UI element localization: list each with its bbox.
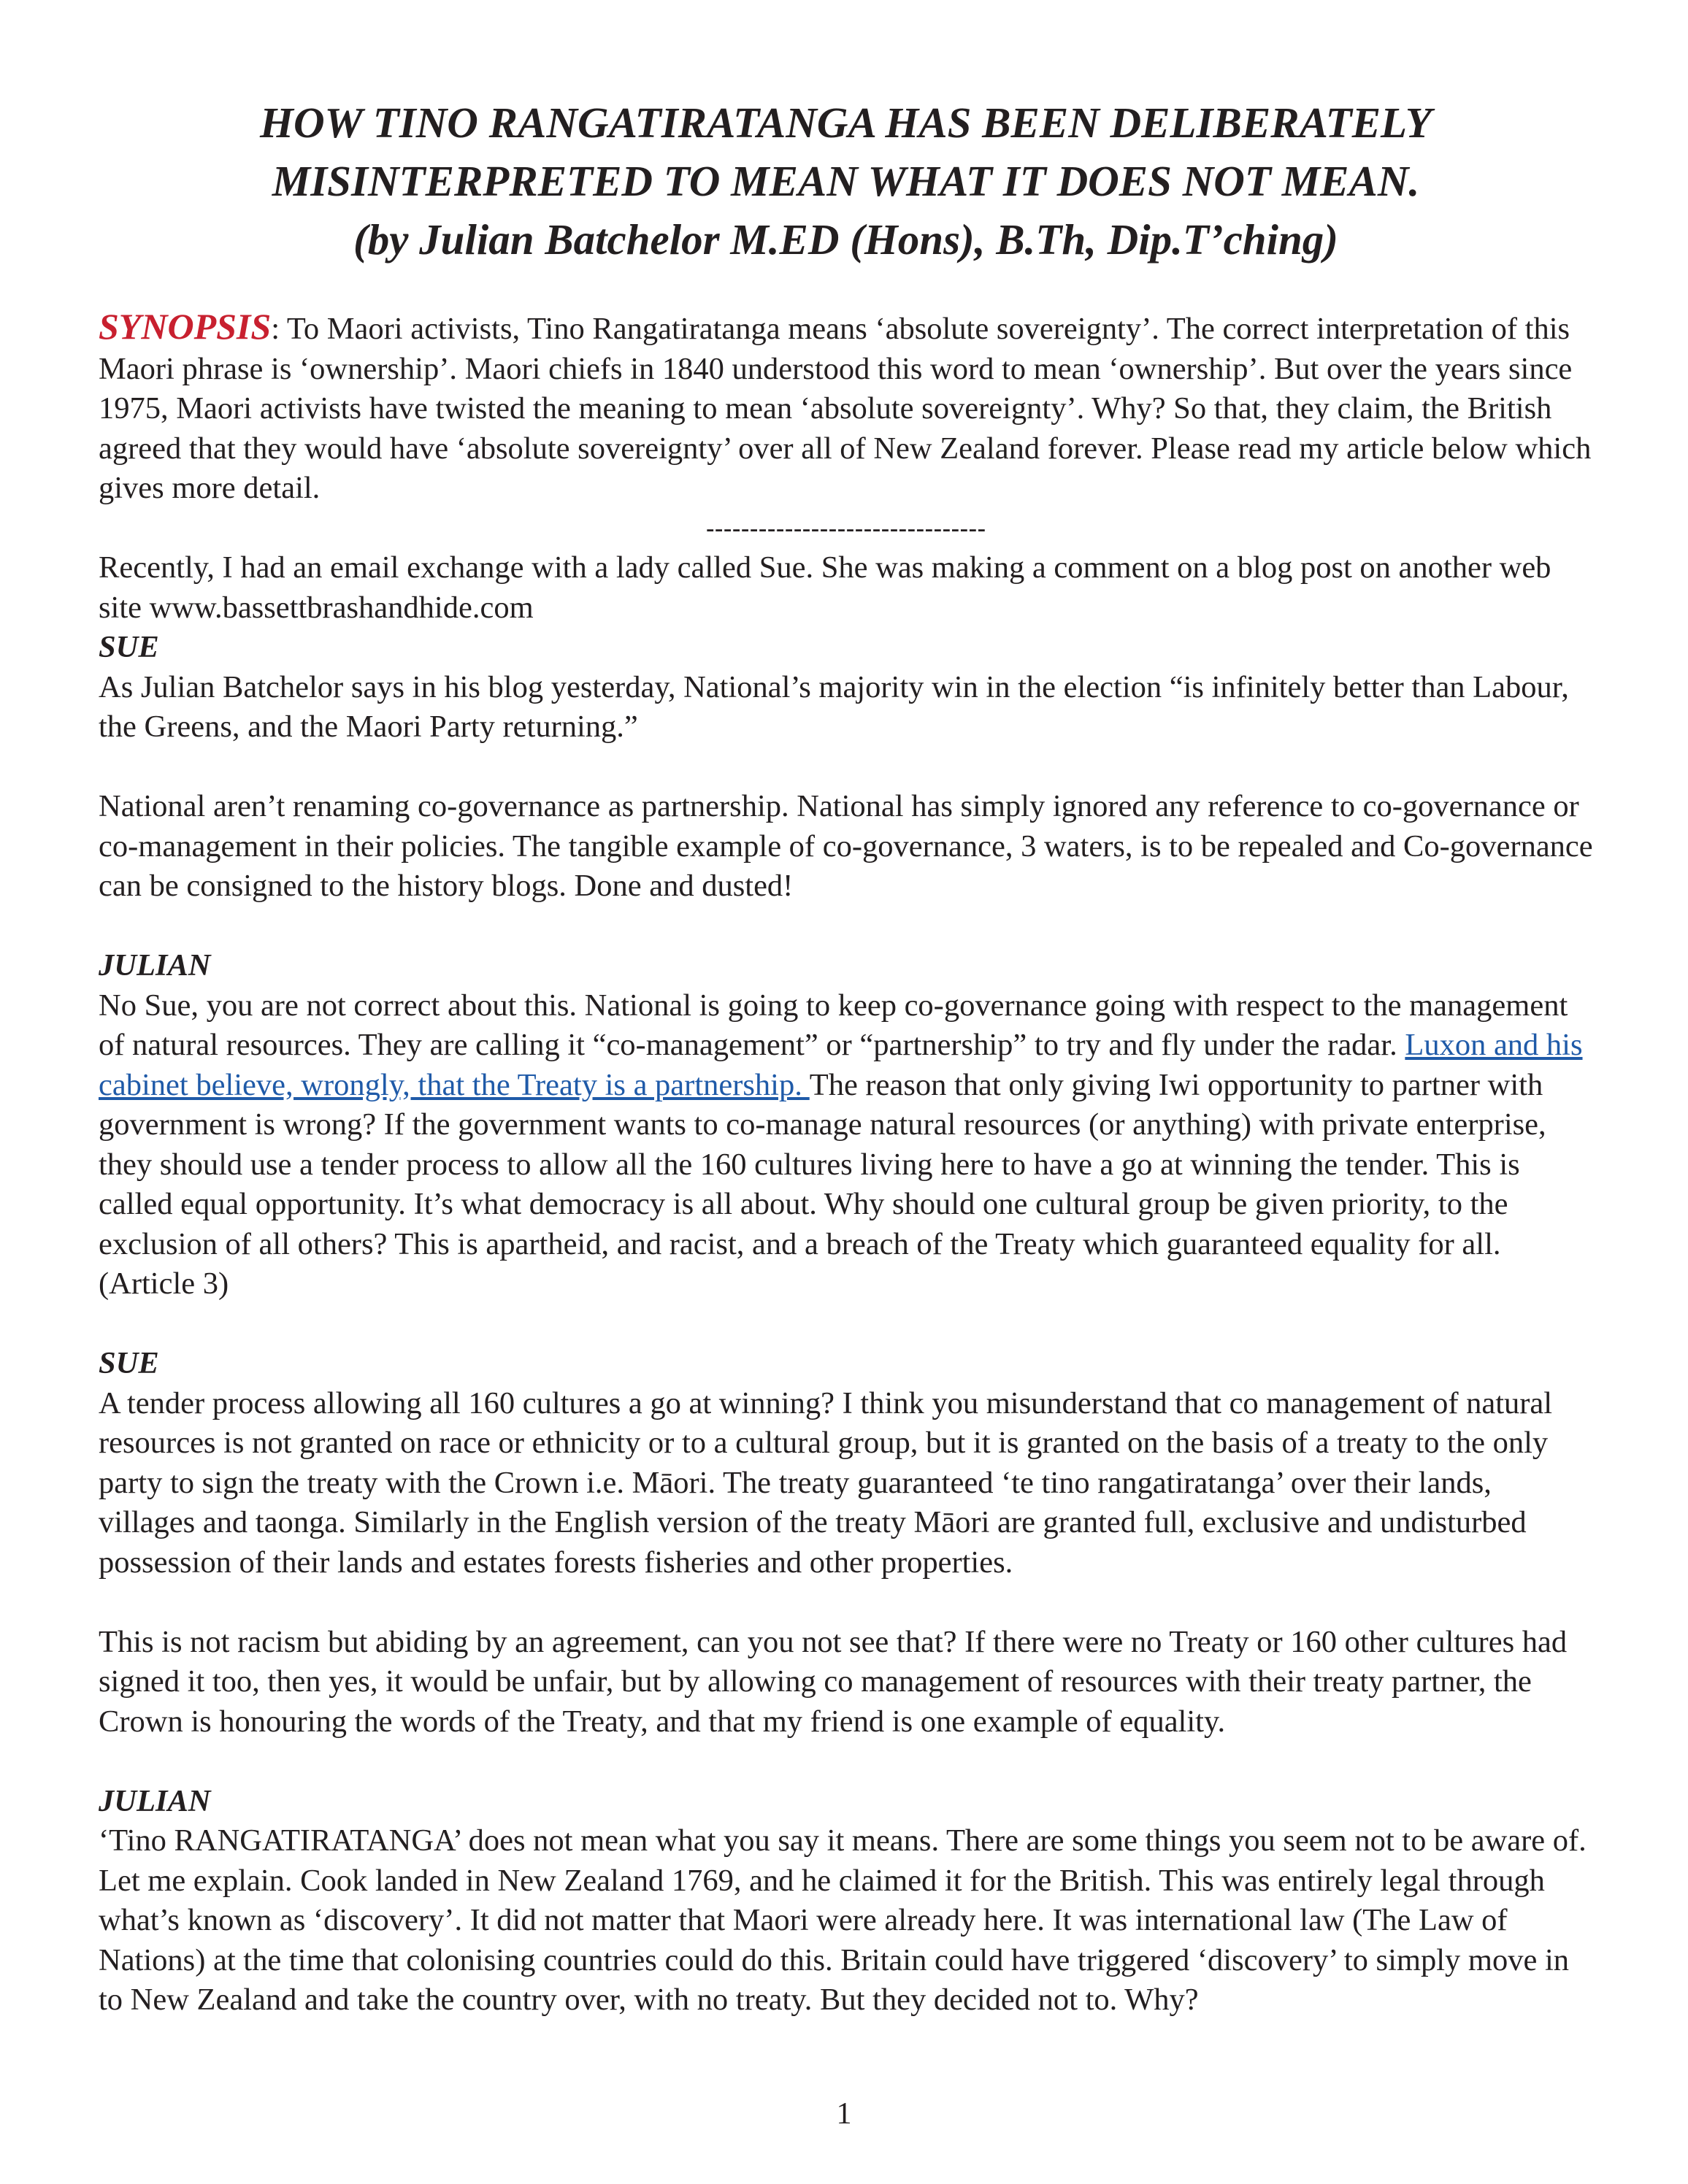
- sue-paragraph: This is not racism but abiding by an agreement, can you not see that? If there were no Treaty or 160 other cultures had signed it too, then yes, it would be unfair, but by allowing co management of resources with their treaty partner, the Crown is honouring the words of the Treaty, and that my friend is one example of equality.: [99, 1624, 1568, 1739]
- page-number: 1: [836, 2097, 852, 2131]
- synopsis-paragraph: [99, 307, 1593, 509]
- speaker-label-sue: SUE: [99, 630, 159, 664]
- synopsis-text: : To Maori activists, Tino Rangatiratanga means ‘absolute sovereignty’. The correct interpretation of this Maori phrase is ‘ownership’. Maori chiefs in 1840 understood this word to mean ‘ownership’. But over the years since 1975, Maori activists have twisted the meaning to mean ‘absolute sovereignty’. Why? So that, they claim, the British agreed that they would have ‘absolute sovereignty’ over all of New Zealand forever. Please read my article below which gives more detail.: [99, 312, 1592, 505]
- julian-paragraph: [99, 986, 1593, 1304]
- julian-paragraph: ‘Tino RANGATIRATANGA’ does not mean what you say it means. There are some things you seem not to be aware of. Let me explain. Cook landed in New Zealand 1769, and he claimed it for the British. This was entirely legal through what’s known as ‘discovery’. It did not matter that Maori were already here. It was international law (The Law of Nations) at the time that colonising countries could do this. Britain could have triggered ‘discovery’ to simply move in to New Zealand and take the country over, with no treaty. But they decided not to. Why?: [99, 1823, 1587, 2017]
- document-body: [99, 307, 1593, 2020]
- title-line-2: MISINTERPRETED TO MEAN WHAT IT DOES NOT MEAN.: [272, 157, 1420, 205]
- document-title: [99, 93, 1593, 269]
- intro-paragraph: Recently, I had an email exchange with a lady called Sue. She was making a comment on a blog post on another web site www.bassettbrashandhide.com: [99, 550, 1551, 625]
- speaker-label-sue: SUE: [99, 1346, 159, 1380]
- speaker-label-julian: JULIAN: [99, 1783, 211, 1818]
- byline: (by Julian Batchelor M.ED (Hons), B.Th, Dip.T’ching): [353, 215, 1338, 264]
- sue-paragraph: As Julian Batchelor says in his blog yesterday, National’s majority win in the election “is infinitely better than Labour, the Greens, and the Maori Party returning.”: [99, 669, 1569, 744]
- julian-text-before-link: No Sue, you are not correct about this. National is going to keep co-governance going with respect to the management of natural resources. They are calling it “co-management” or “partnership” to try and fly under the radar.: [99, 988, 1568, 1062]
- sue-paragraph: A tender process allowing all 160 cultures a go at winning? I think you misunderstand that co management of natural resources is not granted on race or ethnicity or to a cultural group, but it is granted on the basis of a treaty to the only party to sign the treaty with the Crown i.e. Māori. The treaty guaranteed ‘te tino rangatiratanga’ over their lands, villages and taonga. Similarly in the English version of the treaty Māori are granted full, exclusive and undisturbed possession of their lands and estates forests fisheries and other properties.: [99, 1385, 1553, 1580]
- sue-paragraph: National aren’t renaming co-governance as partnership. National has simply ignored any reference to co-governance or co-management in their policies. The tangible example of co-governance, 3 waters, is to be repealed and Co-governance can be consigned to the history blogs. Done and dusted!: [99, 789, 1593, 903]
- speaker-label-julian: JULIAN: [99, 948, 211, 983]
- synopsis-label: SYNOPSIS: [99, 306, 272, 347]
- divider-line: --------------------------------: [705, 512, 986, 543]
- partnership-link[interactable]: Luxon and his cabinet believe, wrongly, that the Treaty is a partnership.: [99, 1028, 1583, 1102]
- julian-text-after-link: The reason that only giving Iwi opportunity to partner with government is wrong? If the government wants to co-manage natural resources (or anything) with private enterprise, they should use a tender process to allow all the 160 cultures living here to have a go at winning the tender. This is called equal opportunity. It’s what democracy is all about. Why should one cultural group be given priority, to the exclusion of all others? This is apartheid, and racist, and a breach of the Treaty which guaranteed equality for all. (Article 3): [99, 1067, 1546, 1301]
- title-line-1: HOW TINO RANGATIRATANGA HAS BEEN DELIBERATELY: [260, 99, 1432, 147]
